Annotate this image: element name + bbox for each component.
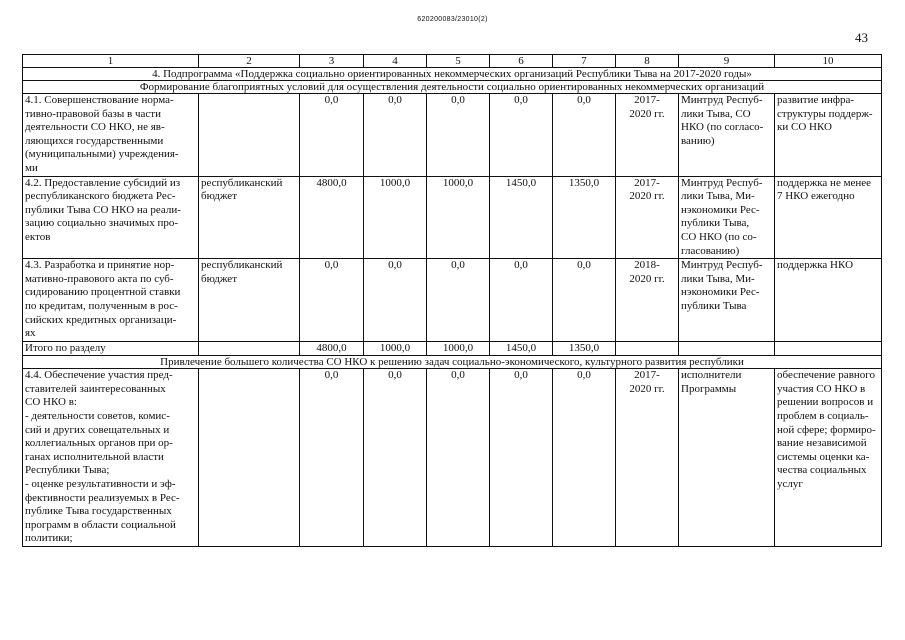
implementation-term: 2017- 2020 гг. bbox=[616, 176, 679, 259]
column-number: 6 bbox=[490, 55, 553, 68]
column-number: 2 bbox=[199, 55, 300, 68]
amount-2018: 1000,0 bbox=[427, 176, 490, 259]
funding-source bbox=[199, 369, 300, 547]
expected-result: поддержка не менее 7 НКО ежегодно bbox=[775, 176, 882, 259]
activity-name: 4.4. Обеспечение участия пред- ставителей заинтересованных СО НКО в: - деятельности советов, комис- сий и других совещательных и коллегиальных органов при ор- ганах исполнительной власти Республики Тыва; - оценке результативности и эф- фективности реализуемых в Рес- публике Тыва государственных программ в области социальной политики; bbox=[23, 369, 199, 547]
executor: Минтруд Респуб- лики Тыва, СО НКО (по согласо- ванию) bbox=[679, 94, 775, 177]
column-number: 9 bbox=[679, 55, 775, 68]
amount-2020: 0,0 bbox=[553, 94, 616, 177]
implementation-term: 2017- 2020 гг. bbox=[616, 369, 679, 547]
empty-cell bbox=[616, 341, 679, 356]
expected-result: обеспечение равного участия СО НКО в решении вопросов и проблем в социаль- ной сфере; формиро- вание независимой системы оценки ка- чества социальных услуг bbox=[775, 369, 882, 547]
table-row bbox=[23, 176, 882, 259]
section-title-row bbox=[23, 356, 882, 369]
amount-2018: 0,0 bbox=[427, 259, 490, 342]
funding-source: республиканский бюджет bbox=[199, 259, 300, 342]
amount-2017: 0,0 bbox=[364, 94, 427, 177]
table-row bbox=[23, 369, 882, 547]
column-number: 5 bbox=[427, 55, 490, 68]
funding-source: республиканский бюджет bbox=[199, 176, 300, 259]
amount-total: 0,0 bbox=[300, 369, 364, 547]
amount-2017: 1000,0 bbox=[364, 176, 427, 259]
column-number: 4 bbox=[364, 55, 427, 68]
expected-result: поддержка НКО bbox=[775, 259, 882, 342]
implementation-term: 2017- 2020 гг. bbox=[616, 94, 679, 177]
section-title: Формирование благоприятных условий для осуществления деятельности социально ориентированных некоммерческих организаций bbox=[23, 81, 882, 94]
funding-source bbox=[199, 94, 300, 177]
table-row bbox=[23, 259, 882, 342]
column-number: 8 bbox=[616, 55, 679, 68]
implementation-term: 2018- 2020 гг. bbox=[616, 259, 679, 342]
executor: Минтруд Респуб- лики Тыва, Ми- нэкономики Рес- публики Тыва bbox=[679, 259, 775, 342]
amount-2018: 1000,0 bbox=[427, 341, 490, 356]
amount-2020: 1350,0 bbox=[553, 176, 616, 259]
executor: Минтруд Респуб- лики Тыва, Ми- нэкономики Рес- публики Тыва, СО НКО (по со- гласованию) bbox=[679, 176, 775, 259]
section-title: Привлечение большего количества СО НКО к решению задач социально-экономического, культурного развития республики bbox=[23, 356, 882, 369]
expected-result: развитие инфра- структуры поддерж- ки СО НКО bbox=[775, 94, 882, 177]
amount-2017: 0,0 bbox=[364, 259, 427, 342]
column-number-row bbox=[23, 55, 882, 68]
activity-name: 4.2. Предоставление субсидий из республиканского бюджета Рес- публики Тыва СО НКО на реали- зацию социально значимых про- ектов bbox=[23, 176, 199, 259]
amount-total: 0,0 bbox=[300, 94, 364, 177]
amount-total: 0,0 bbox=[300, 259, 364, 342]
section-total-label: Итого по разделу bbox=[23, 341, 199, 356]
amount-2020: 0,0 bbox=[553, 259, 616, 342]
empty-cell bbox=[775, 341, 882, 356]
table-row bbox=[23, 94, 882, 177]
activity-name: 4.3. Разработка и принятие нор- мативно-правового акта по суб- сидированию процентной ставки по кредитам, полученным в рос- сийских кредитных организаци- ях bbox=[23, 259, 199, 342]
empty-cell bbox=[199, 341, 300, 356]
section-title-row bbox=[23, 81, 882, 94]
amount-2020: 1350,0 bbox=[553, 341, 616, 356]
empty-cell bbox=[679, 341, 775, 356]
amount-2018: 0,0 bbox=[427, 94, 490, 177]
page-number: 43 bbox=[855, 30, 868, 45]
amount-2018: 0,0 bbox=[427, 369, 490, 547]
column-number: 3 bbox=[300, 55, 364, 68]
column-number: 7 bbox=[553, 55, 616, 68]
amount-2019: 1450,0 bbox=[490, 341, 553, 356]
section-total-row bbox=[23, 341, 882, 356]
column-number: 1 bbox=[23, 55, 199, 68]
amount-2019: 0,0 bbox=[490, 94, 553, 177]
amount-2019: 0,0 bbox=[490, 259, 553, 342]
subprogram-title: 4. Подпрограмма «Поддержка социально ориентированных некоммерческих организаций Республики Тыва на 2017-2020 годы» bbox=[23, 68, 882, 81]
document-id: 620200083/23010(2) bbox=[417, 16, 488, 23]
column-number: 10 bbox=[775, 55, 882, 68]
amount-2017: 1000,0 bbox=[364, 341, 427, 356]
program-table bbox=[22, 54, 882, 547]
amount-2020: 0,0 bbox=[553, 369, 616, 547]
amount-total: 4800,0 bbox=[300, 341, 364, 356]
activity-name: 4.1. Совершенствование норма- тивно-правовой базы в части деятельности СО НКО, не яв- ляющихся государственными (муниципальными) учреждения- ми bbox=[23, 94, 199, 177]
amount-2019: 0,0 bbox=[490, 369, 553, 547]
subprogram-title-row bbox=[23, 68, 882, 81]
executor: исполнители Программы bbox=[679, 369, 775, 547]
amount-2017: 0,0 bbox=[364, 369, 427, 547]
amount-2019: 1450,0 bbox=[490, 176, 553, 259]
amount-total: 4800,0 bbox=[300, 176, 364, 259]
